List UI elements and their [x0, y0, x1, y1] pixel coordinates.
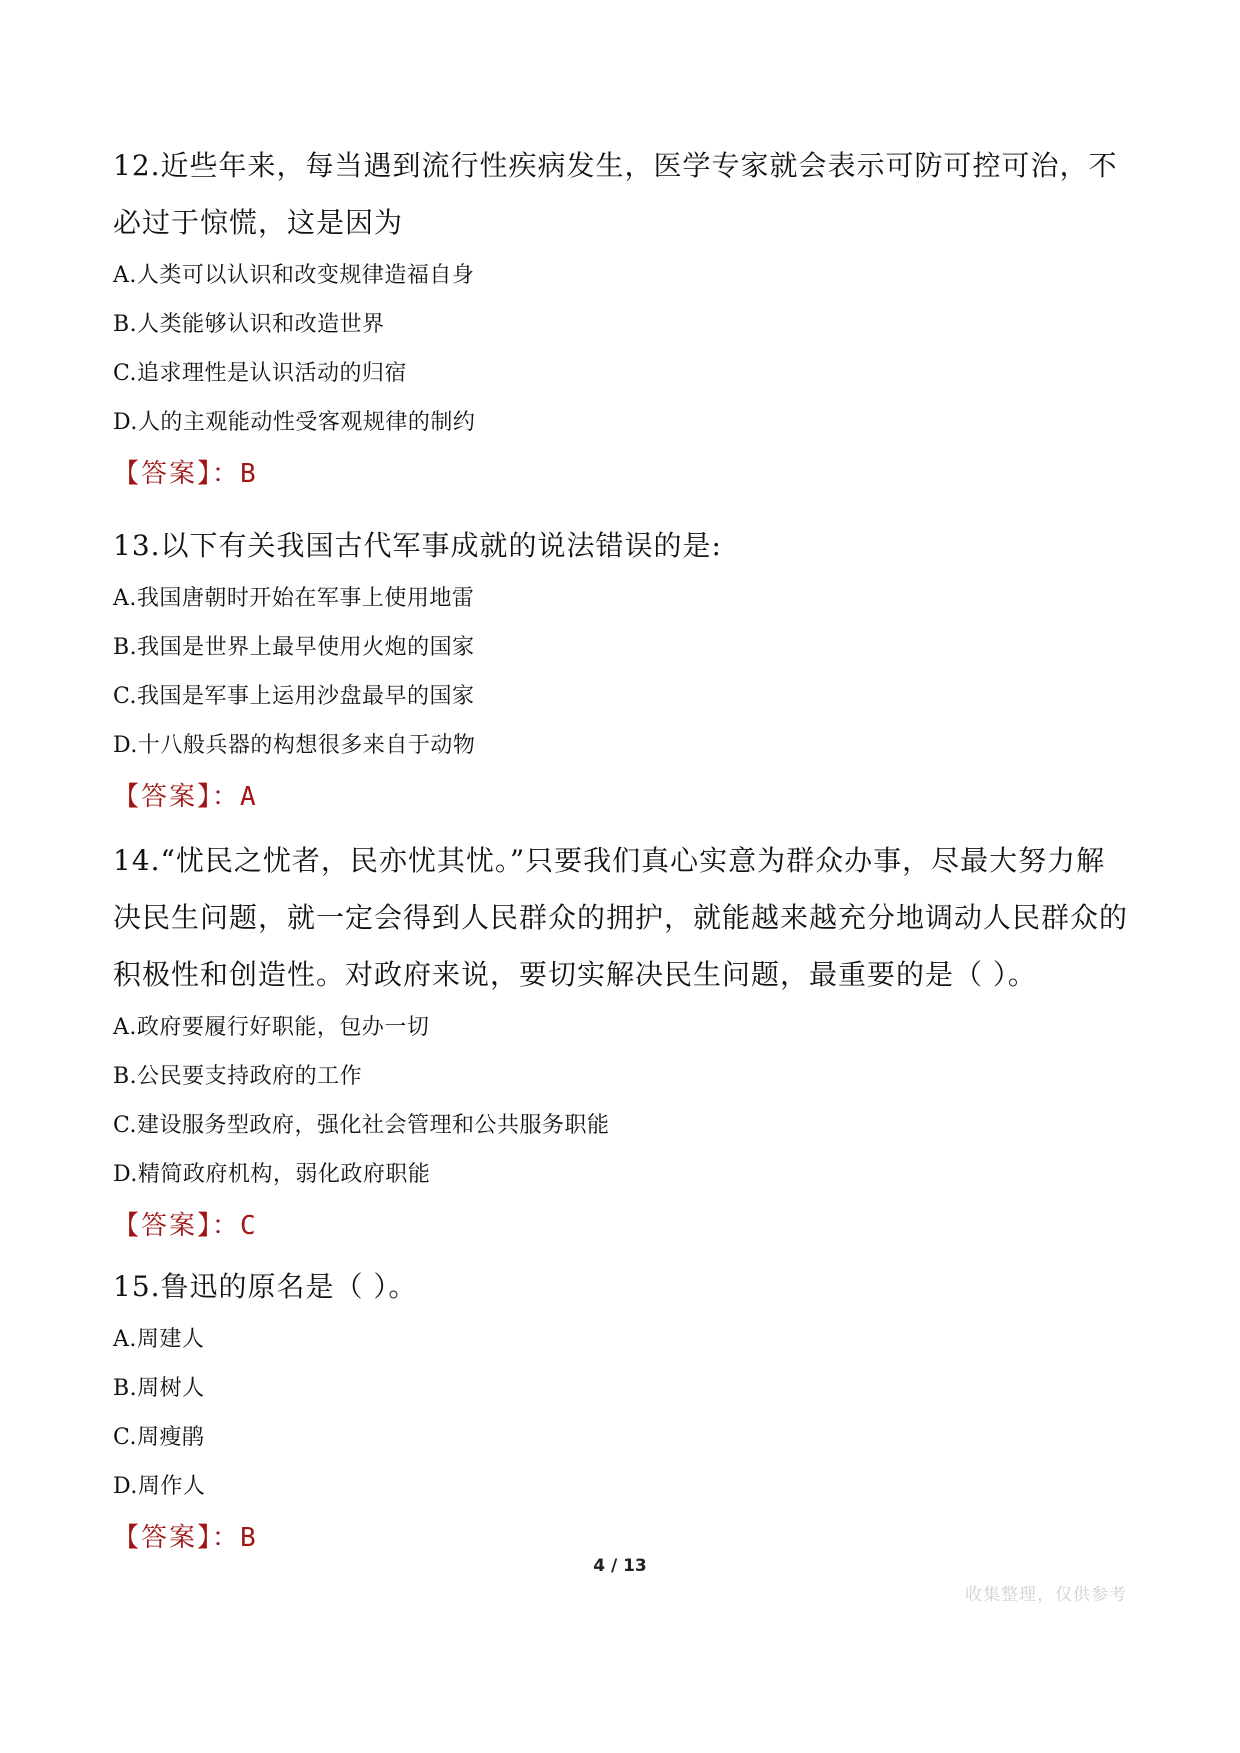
- option-b: B.人类能够认识和改造世界: [113, 312, 385, 337]
- question-12: [113, 137, 1128, 501]
- option-list: [113, 1315, 1128, 1511]
- option-a: A.我国唐朝时开始在军事上使用地雷: [113, 586, 475, 611]
- question-stem: 13.以下有关我国古代军事成就的说法错误的是:: [113, 529, 722, 562]
- option-c: C.周瘦鹃: [113, 1425, 205, 1450]
- option-list: [113, 251, 1128, 447]
- option-list: [113, 574, 1128, 770]
- option-d: D.精简政府机构，弱化政府职能: [113, 1162, 431, 1187]
- option-b: B.我国是世界上最早使用火炮的国家: [113, 635, 475, 660]
- question-stem: 14.“忧民之忧者，民亦忧其忧。”只要我们真心实意为群众办事，尽最大努力解决民生问题，就一定会得到人民群众的拥护，就能越来越充分地调动人民群众的积极性和创造性。对政府来说，要切实解决民生问题，最重要的是（ ）。: [113, 844, 1129, 991]
- question-14: [113, 832, 1128, 1253]
- option-list: [113, 1003, 1128, 1199]
- option-b: B.周树人: [113, 1376, 205, 1401]
- answer-line: 【答案】：B: [113, 459, 258, 489]
- question-13: [113, 517, 1128, 824]
- option-c: C.建设服务型政府，强化社会管理和公共服务职能: [113, 1113, 610, 1138]
- question-15: [113, 1258, 1128, 1565]
- option-d: D.人的主观能动性受客观规律的制约: [113, 410, 476, 435]
- option-d: D.十八般兵器的构想很多来自于动物: [113, 733, 476, 758]
- option-c: C.追求理性是认识活动的归宿: [113, 361, 408, 386]
- question-stem: 12.近些年来，每当遇到流行性疾病发生，医学专家就会表示可防可控可治，不必过于惊慌，这是因为: [113, 149, 1118, 239]
- option-a: A.人类可以认识和改变规律造福自身: [113, 263, 475, 288]
- option-a: A.政府要履行好职能，包办一切: [113, 1015, 430, 1040]
- option-a: A.周建人: [113, 1327, 205, 1352]
- page-number: 4 / 13: [593, 1556, 647, 1576]
- option-c: C.我国是军事上运用沙盘最早的国家: [113, 684, 475, 709]
- answer-line: 【答案】：B: [113, 1523, 258, 1553]
- answer-line: 【答案】：A: [113, 782, 258, 812]
- option-b: B.公民要支持政府的工作: [113, 1064, 363, 1089]
- question-stem: 15.鲁迅的原名是（ ）。: [113, 1270, 418, 1303]
- option-d: D.周作人: [113, 1474, 206, 1499]
- answer-line: 【答案】：C: [113, 1211, 258, 1241]
- watermark-text: 收集整理，仅供参考: [965, 1585, 1127, 1605]
